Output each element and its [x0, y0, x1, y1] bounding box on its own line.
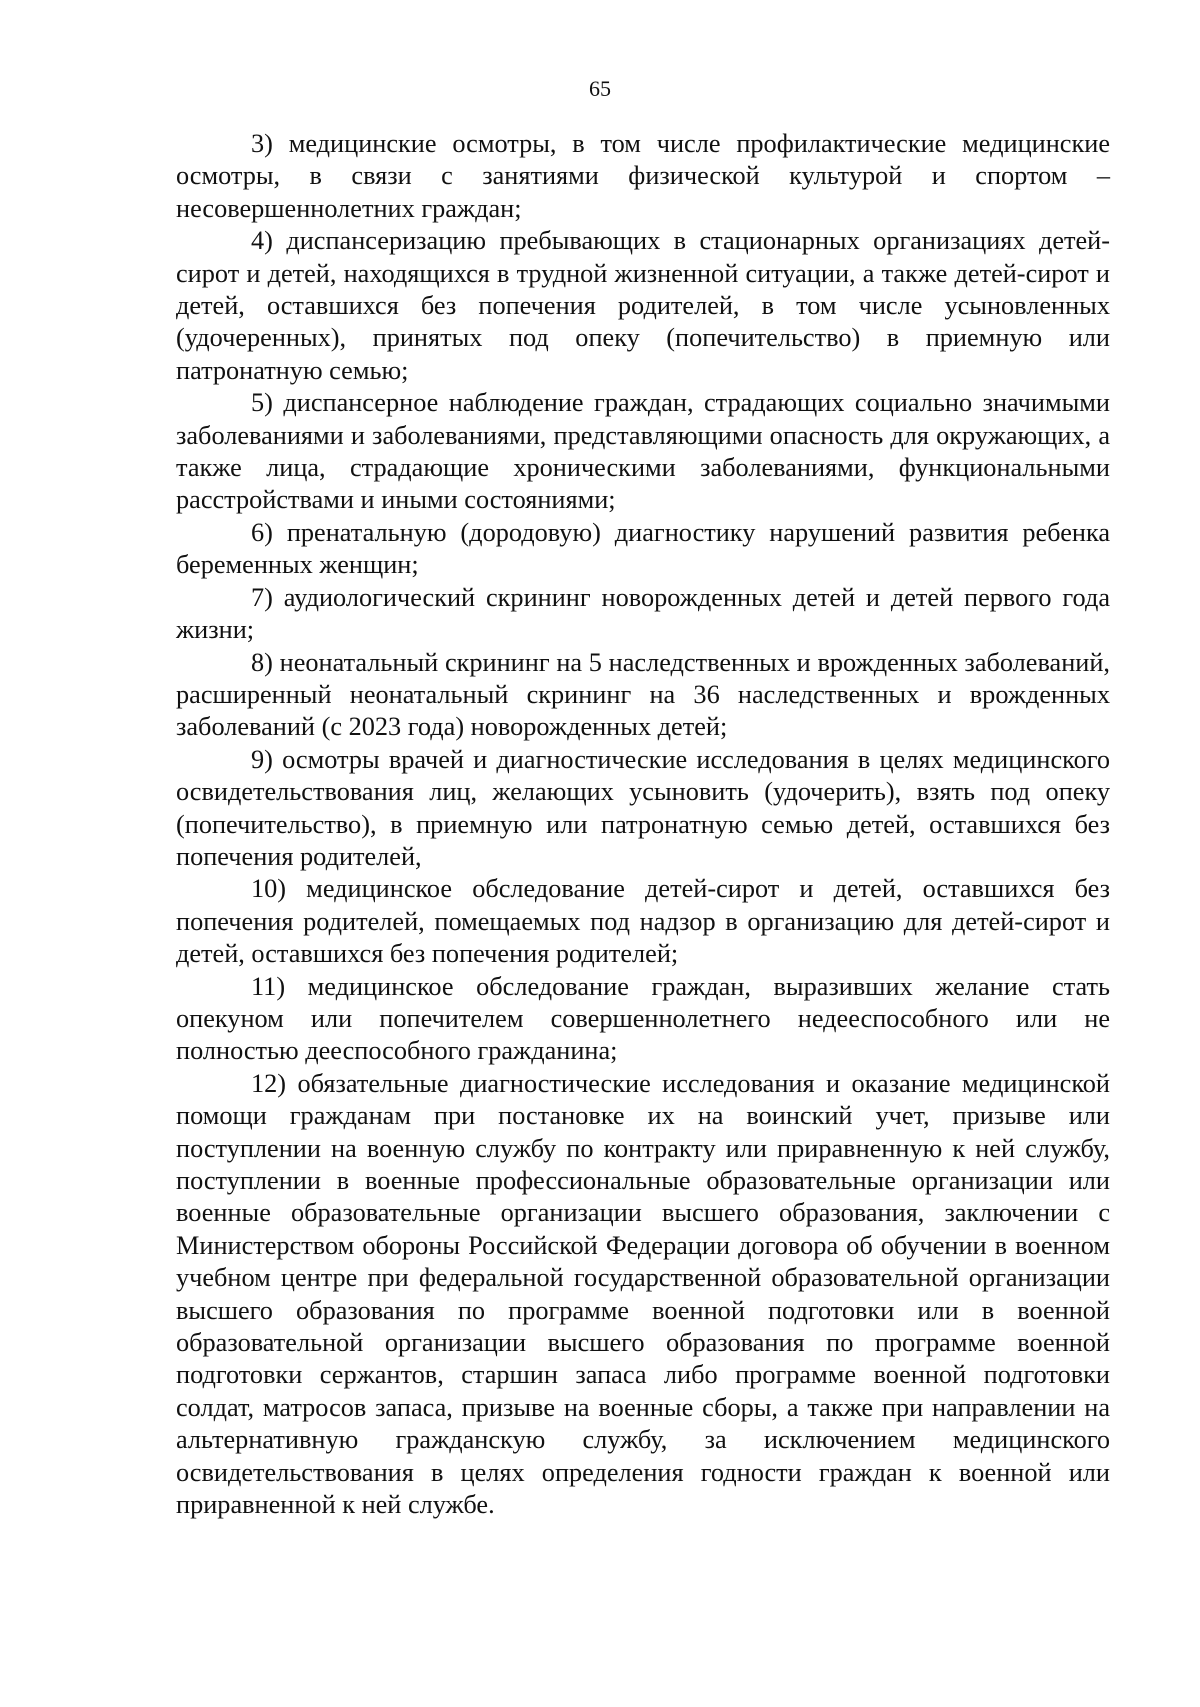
page-number: 65 — [589, 76, 611, 101]
list-item-3: 3) медицинские осмотры, в том числе профилактические медицинские осмотры, в связи с занятиями физической культурой и спортом – несовершеннолетних граждан; — [176, 129, 1110, 223]
list-item-9: 9) осмотры врачей и диагностические исследования в целях медицинского освидетельствования лиц, желающих усыновить (удочерить), взять под опеку (попечительство), в приемную или патронатную семью детей, оставшихся без попечения родителей, — [176, 744, 1110, 871]
list-item-12: 12) обязательные диагностические исследования и оказание медицинской помощи гражданам при постановке их на воинский учет, призыве или поступлении на военную службу по контракту или приравненную к ней службу, поступлении в военные профессиональные образовательные организации или военные образовательные организации высшего образования, заключении с Министерством обороны Российской Федерации договора об обучении в военном учебном центре при федеральной государственной образовательной организации высшего образования по программе военной подготовки или в военной образовательной организации высшего образования по программе военной подготовки сержантов, старшин запаса либо программе военной подготовки солдат, матросов запаса, призыве на военные сборы, а также при направлении на альтернативную гражданскую службу, за исключением медицинского освидетельствования в целях определения годности граждан к военной или приравненной к ней службе. — [176, 1068, 1110, 1520]
list-item-6: 6) пренатальную (дородовую) диагностику нарушений развития ребенка беременных женщин; — [176, 517, 1110, 580]
list-item-8: 8) неонатальный скрининг на 5 наследственных и врожденных заболеваний, расширенный неонатальный скрининг на 36 наследственных и врожденных заболеваний (с 2023 года) новорожденных детей; — [176, 647, 1110, 742]
list-item-4: 4) диспансеризацию пребывающих в стационарных организациях детей-сирот и детей, находящихся в трудной жизненной ситуации, а также детей-сирот и детей, оставшихся без попечения родителей, в том числе усыновленных (удочеренных), принятых под опеку (попечительство) в приемную или патронатную семью; — [176, 226, 1110, 385]
list-item-11: 11) медицинское обследование граждан, выразивших желание стать опекуном или попечителем совершеннолетнего недееспособного или не полностью дееспособного гражданина; — [176, 971, 1110, 1066]
list-item-10: 10) медицинское обследование детей-сирот и детей, оставшихся без попечения родителей, помещаемых под надзор в организацию для детей-сирот и детей, оставшихся без попечения родителей; — [176, 874, 1110, 969]
list-item-5: 5) диспансерное наблюдение граждан, страдающих социально значимыми заболеваниями и заболеваниями, представляющими опасность для окружающих, а также лица, страдающие хроническими заболеваниями, функциональными расстройствами и иными состояниями; — [176, 388, 1110, 515]
document-body — [176, 128, 1110, 1521]
list-item-7: 7) аудиологический скрининг новорожденных детей и детей первого года жизни; — [176, 582, 1110, 645]
